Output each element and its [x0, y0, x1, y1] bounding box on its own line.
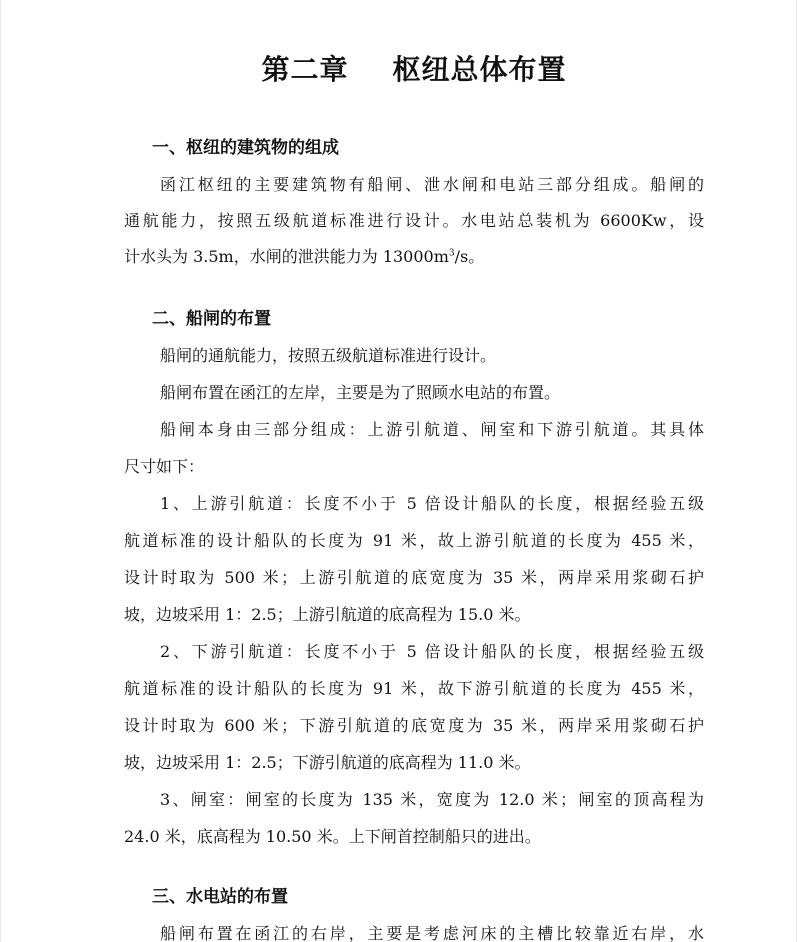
list-item-line: 24.0 米，底高程为 10.50 米。上下闸首控制船只的进出。: [124, 827, 541, 846]
list-item-line: 2、下游引航道：长度不小于 5 倍设计船队的长度，根据经验五级: [160, 642, 704, 661]
unit-tail: /s。: [454, 247, 485, 266]
unit-superscript: 3: [448, 248, 455, 259]
paragraph-line: 船闸的通航能力，按照五级航道标准进行设计。: [160, 346, 497, 365]
paragraph-line: 通航能力，按照五级航道标准进行设计。水电站总装机为 6600Kw，设: [124, 211, 704, 230]
section1-heading: 一、枢纽的建筑物的组成: [152, 138, 339, 158]
chapter-name: 枢纽总体布置: [392, 53, 567, 86]
section2-heading: 二、船闸的布置: [152, 309, 271, 329]
list-item-line: 坡，边坡采用 1：2.5；下游引航道的底高程为 11.0 米。: [124, 753, 531, 772]
paragraph-line: 船闸布置在函江的右岸，主要是考虑河床的主槽比较靠近右岸，水: [160, 924, 704, 942]
list-item-line: 设计时取为 600 米；下游引航道的底宽度为 35 米，两岸采用浆砌石护: [124, 716, 704, 735]
list-item-line: 航道标准的设计船队的长度为 91 米，故下游引航道的长度为 455 米，: [124, 679, 704, 698]
paragraph-line: 船闸布置在函江的左岸，主要是为了照顾水电站的布置。: [160, 383, 561, 402]
paragraph-line: [124, 247, 484, 267]
list-item-line: 航道标准的设计船队的长度为 91 米，故上游引航道的长度为 455 米，: [124, 531, 704, 550]
list-item-line: 3、闸室：闸室的长度为 135 米，宽度为 12.0 米；闸室的顶高程为: [160, 790, 704, 809]
section3-heading: 三、水电站的布置: [152, 887, 288, 907]
paragraph-line: 船闸本身由三部分组成：上游引航道、闸室和下游引航道。其具体: [160, 420, 704, 439]
paragraph-line: 函江枢纽的主要建筑物有船闸、泄水闸和电站三部分组成。船闸的: [160, 175, 704, 194]
chapter-number: 第二章: [261, 53, 349, 86]
list-item-line: 设计时取为 500 米；上游引航道的底宽度为 35 米，两岸采用浆砌石护: [124, 568, 704, 587]
flow-capacity-text: 计水头为 3.5m，水闸的泄洪能力为 13000m: [124, 247, 449, 266]
list-item-line: 1、上游引航道：长度不小于 5 倍设计船队的长度，根据经验五级: [160, 494, 704, 513]
paragraph-line: 尺寸如下：: [124, 457, 205, 476]
chapter-title: [124, 48, 704, 88]
list-item-line: 坡，边坡采用 1：2.5；上游引航道的底高程为 15.0 米。: [124, 605, 531, 624]
